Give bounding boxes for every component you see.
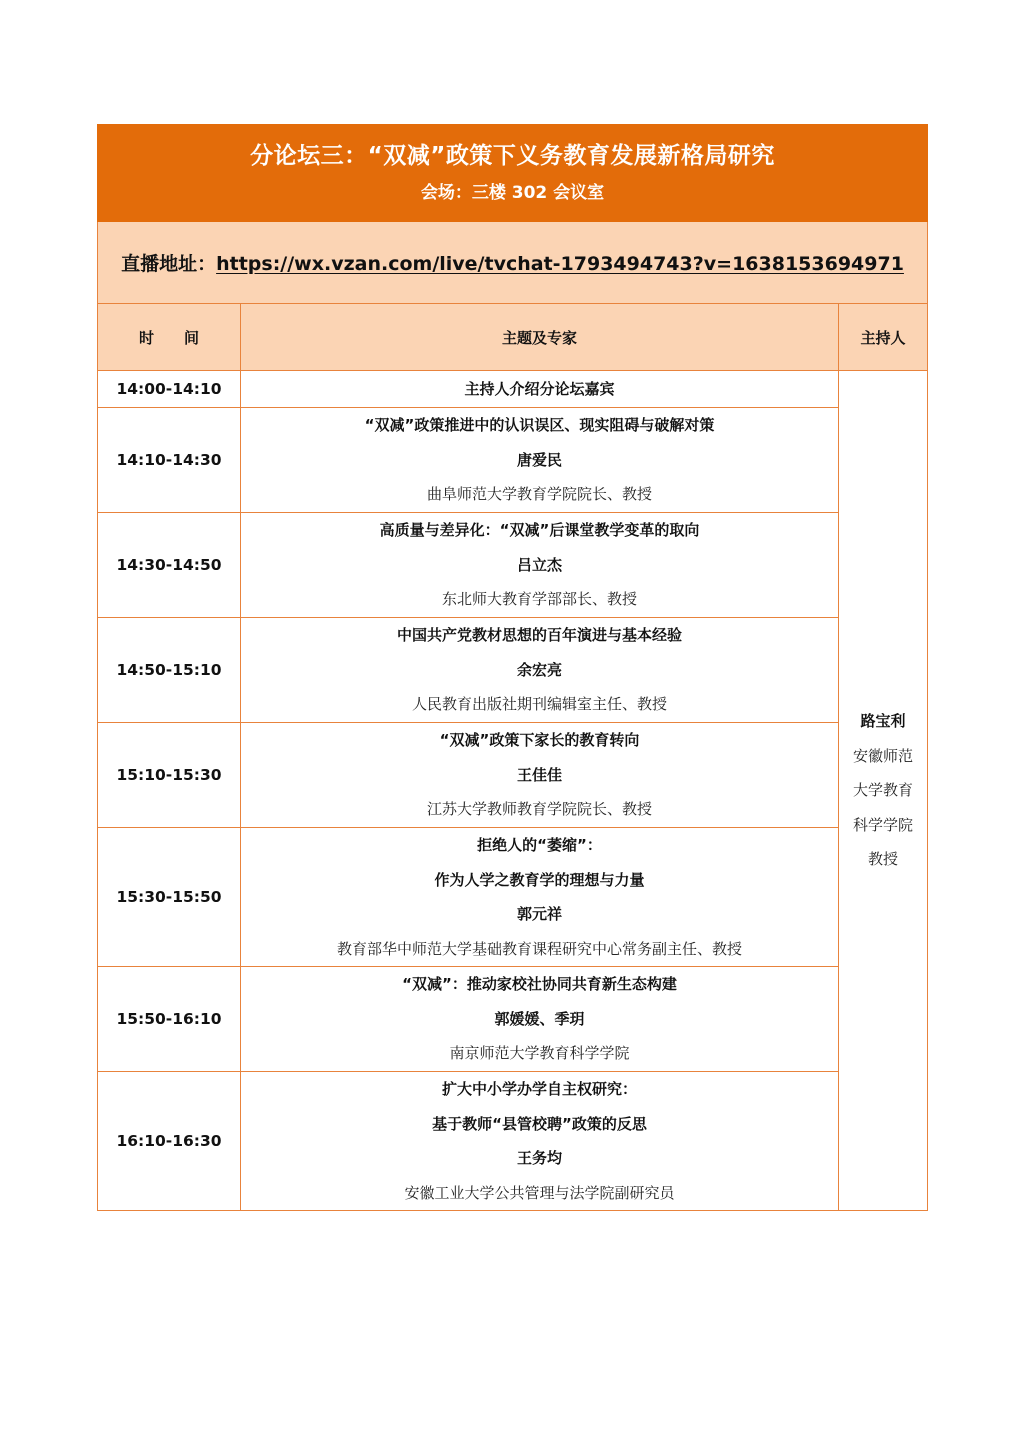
session-topic-cell <box>241 967 839 1072</box>
session-topic-cell <box>241 828 839 967</box>
session-affiliation: 人民教育出版社期刊编辑室主任、教授 <box>411 695 667 714</box>
session-topic: “双减”政策推进中的认识误区、现实阻碍与破解对策 <box>364 416 715 435</box>
session-affiliation: 江苏大学教师教育学院院长、教授 <box>426 800 652 819</box>
session-speaker: 余宏亮 <box>516 660 562 679</box>
host-cell <box>839 371 928 1211</box>
session-speaker: 吕立杰 <box>516 555 562 574</box>
session-row <box>98 967 928 1072</box>
session-topic-cell <box>241 723 839 828</box>
session-row <box>98 513 928 618</box>
session-topic: “双减”政策下家长的教育转向 <box>439 731 640 750</box>
session-affiliation: 教育部华中师范大学基础教育课程研究中心常务副主任、教授 <box>336 939 742 958</box>
session-speaker: 唐爱民 <box>516 450 562 469</box>
session-topic: 扩大中小学办学自主权研究： <box>441 1080 637 1098</box>
session-time: 14:00-14:10 <box>98 371 241 408</box>
session-topic-cell <box>241 513 839 618</box>
session-affiliation: 安徽工业大学公共管理与法学院副研究员 <box>404 1183 675 1202</box>
session-row <box>98 371 928 408</box>
host-affiliation-line: 大学教育 <box>853 781 914 800</box>
session-time: 15:10-15:30 <box>98 723 241 828</box>
header-time: 时 间 <box>98 304 241 371</box>
forum-venue: 会场：三楼 302 会议室 <box>420 183 605 203</box>
session-topic-cell <box>241 371 839 408</box>
host-affiliation-line: 安徽师范 <box>853 746 914 765</box>
session-row <box>98 723 928 828</box>
session-topic: “双减”：推动家校社协同共育新生态构建 <box>402 975 677 994</box>
session-row <box>98 618 928 723</box>
header-topic: 主题及专家 <box>241 304 839 371</box>
column-header-row <box>98 304 928 371</box>
host-name: 路宝利 <box>860 712 906 731</box>
session-affiliation: 曲阜师范大学教育学院院长、教授 <box>426 485 652 504</box>
session-topic: 中国共产党教材思想的百年演进与基本经验 <box>396 626 682 645</box>
session-time: 14:10-14:30 <box>98 408 241 513</box>
forum-schedule-table <box>97 124 928 1211</box>
session-topic-cell <box>241 1072 839 1211</box>
host-affiliation-line: 科学学院 <box>853 815 914 834</box>
session-topic-cell <box>241 408 839 513</box>
session-speaker: 王务均 <box>516 1149 562 1167</box>
session-topic: 作为人学之教育学的理想与力量 <box>434 870 645 889</box>
session-topic: 主持人介绍分论坛嘉宾 <box>464 379 615 398</box>
session-time: 16:10-16:30 <box>98 1072 241 1211</box>
title-row <box>98 125 928 222</box>
live-address-cell <box>98 222 928 304</box>
session-affiliation: 南京师范大学教育科学学院 <box>449 1044 630 1063</box>
session-row <box>98 828 928 967</box>
session-topic: 拒绝人的“萎缩”： <box>477 836 602 854</box>
session-time: 14:30-14:50 <box>98 513 241 618</box>
host-affiliation-line: 教授 <box>868 850 899 869</box>
session-speaker: 郭元祥 <box>516 905 562 923</box>
session-topic: 高质量与差异化：“双减”后课堂教学变革的取向 <box>379 521 700 540</box>
forum-title: 分论坛三：“双减”政策下义务教育发展新格局研究 <box>250 143 775 169</box>
session-row <box>98 408 928 513</box>
session-affiliation: 东北师大教育学部部长、教授 <box>441 590 637 609</box>
session-time: 15:50-16:10 <box>98 967 241 1072</box>
live-address-label: 直播地址： <box>121 253 217 275</box>
session-topic: 基于教师“县管校聘”政策的反思 <box>432 1114 647 1133</box>
session-speaker: 王佳佳 <box>516 765 562 784</box>
session-time: 14:50-15:10 <box>98 618 241 723</box>
session-speaker: 郭媛媛、季玥 <box>494 1009 585 1028</box>
session-row <box>98 1072 928 1211</box>
session-topic-cell <box>241 618 839 723</box>
header-host: 主持人 <box>839 304 928 371</box>
session-time: 15:30-15:50 <box>98 828 241 967</box>
live-url-link[interactable]: https://wx.vzan.com/live/tvchat-1793494743?v=1638153694971 <box>216 253 904 275</box>
forum-title-cell <box>98 125 928 222</box>
live-row <box>98 222 928 304</box>
